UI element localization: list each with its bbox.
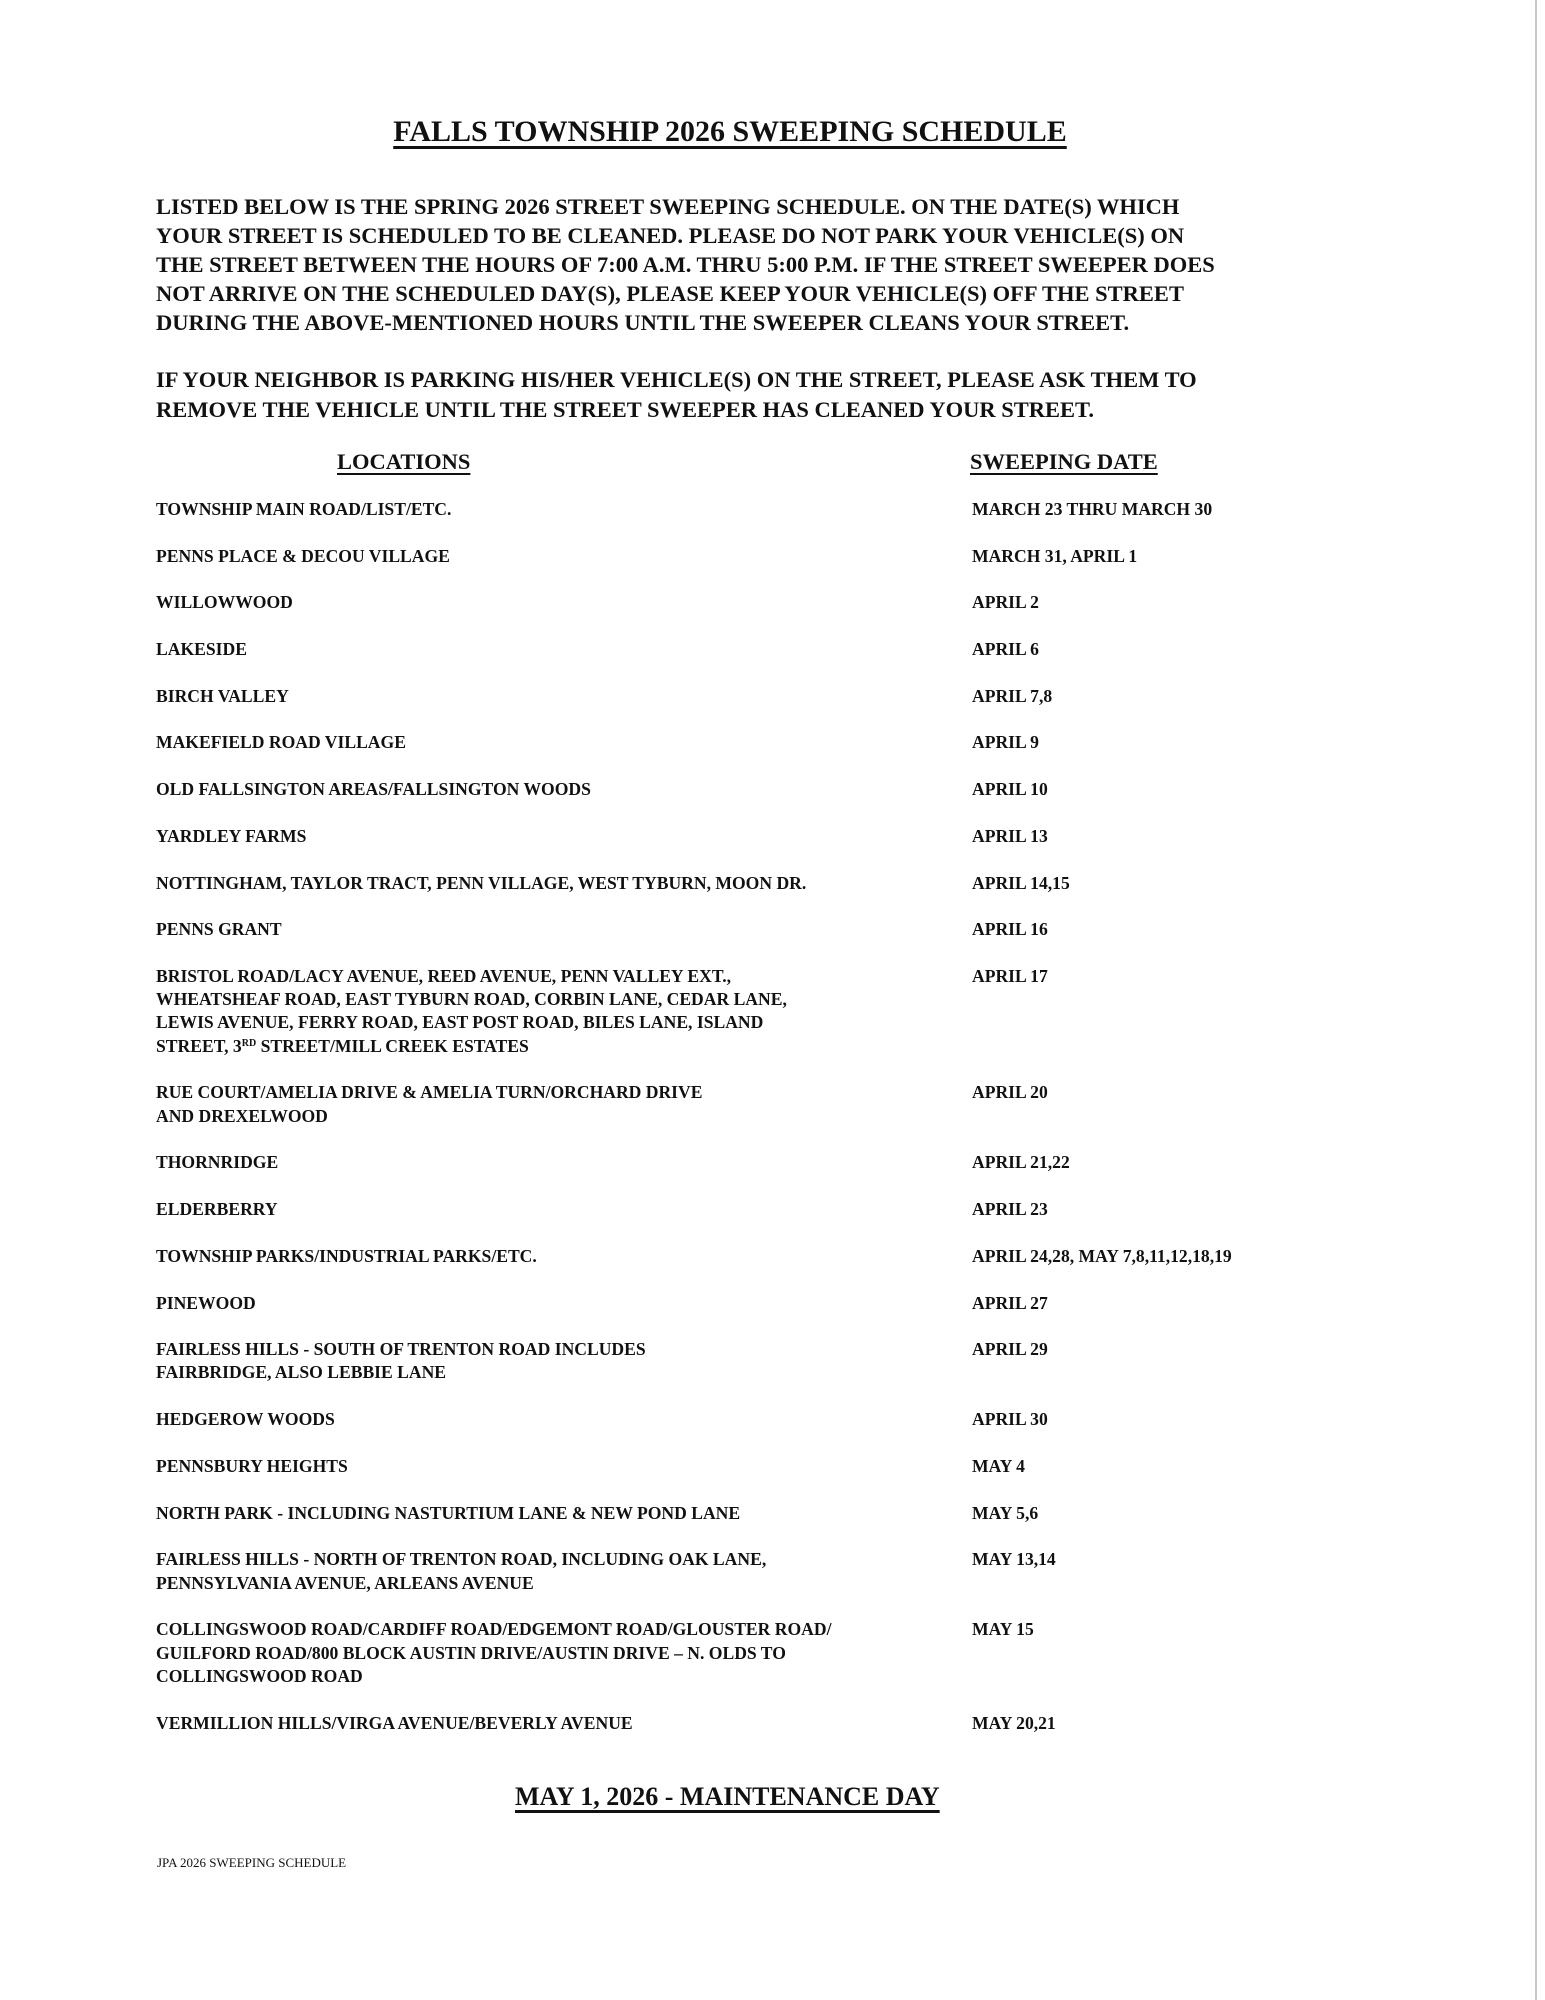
schedule-row bbox=[156, 638, 1456, 661]
schedule-row bbox=[156, 1151, 1456, 1174]
location-line-part: STREET, 3 bbox=[156, 1035, 242, 1056]
intro-line: LISTED BELOW IS THE SPRING 2026 STREET SWEEPING SCHEDULE. ON THE DATE(S) WHICH bbox=[156, 194, 1180, 219]
schedule-row bbox=[156, 545, 1456, 568]
location-cell bbox=[156, 1338, 972, 1385]
sweeping-date-cell: APRIL 27 bbox=[972, 1292, 1048, 1313]
location-cell bbox=[156, 1245, 972, 1268]
intro-line: YOUR STREET IS SCHEDULED TO BE CLEANED. PLEASE DO NOT PARK YOUR VEHICLE(S) ON bbox=[156, 223, 1185, 248]
maintenance-day-note: MAY 1, 2026 - MAINTENANCE DAY bbox=[515, 1782, 940, 1811]
location-cell bbox=[156, 1455, 972, 1478]
schedule-row bbox=[156, 1618, 1456, 1688]
sweeping-date-cell: APRIL 6 bbox=[972, 639, 1039, 660]
sweeping-date-cell: APRIL 2 bbox=[972, 592, 1039, 613]
sweeping-date-header: SWEEPING DATE bbox=[970, 449, 1158, 474]
location-line: HEDGEROW WOODS bbox=[156, 1409, 335, 1430]
location-line: COLLINGSWOOD ROAD bbox=[156, 1665, 363, 1686]
location-line: GUILFORD ROAD/800 BLOCK AUSTIN DRIVE/AUSTIN DRIVE – N. OLDS TO bbox=[156, 1642, 786, 1663]
location-cell bbox=[156, 1292, 972, 1315]
footer-label: JPA 2026 SWEEPING SCHEDULE bbox=[157, 1855, 347, 1870]
location-cell bbox=[156, 591, 972, 614]
schedule-row bbox=[156, 731, 1456, 754]
location-cell bbox=[156, 1548, 972, 1595]
sweeping-date-cell: APRIL 16 bbox=[972, 919, 1048, 940]
sweeping-date-cell: APRIL 10 bbox=[972, 779, 1048, 800]
sweeping-date-cell: MAY 4 bbox=[972, 1455, 1025, 1476]
location-line: TOWNSHIP MAIN ROAD/LIST/ETC. bbox=[156, 499, 452, 519]
location-line: VERMILLION HILLS/VIRGA AVENUE/BEVERLY AVENUE bbox=[156, 1712, 633, 1733]
location-cell bbox=[156, 918, 972, 941]
location-cell bbox=[156, 1151, 972, 1174]
schedule-row bbox=[156, 1548, 1456, 1595]
sweeping-date-cell: MAY 13,14 bbox=[972, 1549, 1056, 1570]
location-cell bbox=[156, 965, 972, 1058]
neighbor-paragraph bbox=[156, 365, 1197, 425]
location-cell bbox=[156, 1502, 972, 1525]
schedule-row bbox=[156, 498, 1456, 521]
schedule-row bbox=[156, 1245, 1456, 1268]
sweeping-date-cell: APRIL 9 bbox=[972, 732, 1039, 753]
neighbor-line: IF YOUR NEIGHBOR IS PARKING HIS/HER VEHICLE(S) ON THE STREET, PLEASE ASK THEM TO bbox=[156, 367, 1197, 392]
location-cell bbox=[156, 498, 972, 521]
schedule-row bbox=[156, 825, 1456, 848]
location-line: OLD FALLSINGTON AREAS/FALLSINGTON WOODS bbox=[156, 779, 591, 800]
location-line: NOTTINGHAM, TAYLOR TRACT, PENN VILLAGE, WEST TYBURN, MOON DR. bbox=[156, 872, 807, 893]
location-line: TOWNSHIP PARKS/INDUSTRIAL PARKS/ETC. bbox=[156, 1245, 537, 1266]
neighbor-line: REMOVE THE VEHICLE UNTIL THE STREET SWEEPER HAS CLEANED YOUR STREET. bbox=[156, 397, 1094, 422]
sweeping-date-cell: MAY 15 bbox=[972, 1619, 1034, 1640]
location-cell bbox=[156, 545, 972, 568]
sweeping-date-cell: APRIL 14,15 bbox=[972, 872, 1070, 893]
location-line: PENNS GRANT bbox=[156, 919, 282, 940]
sweeping-date-cell: APRIL 29 bbox=[972, 1339, 1048, 1360]
location-line: BRISTOL ROAD/LACY AVENUE, REED AVENUE, PENN VALLEY EXT., bbox=[156, 965, 732, 986]
page-title bbox=[0, 114, 1460, 150]
intro-line: THE STREET BETWEEN THE HOURS OF 7:00 A.M. THRU 5:00 P.M. IF THE STREET SWEEPER DOES bbox=[156, 252, 1215, 277]
intro-paragraph bbox=[156, 192, 1215, 337]
sweeping-date-cell: APRIL 24,28, MAY 7,8,11,12,18,19 bbox=[972, 1245, 1232, 1266]
sweeping-date-cell: APRIL 7,8 bbox=[972, 685, 1053, 706]
schedule-row bbox=[156, 1198, 1456, 1221]
sweeping-date-cell: APRIL 21,22 bbox=[972, 1152, 1070, 1173]
location-line: PENNSYLVANIA AVENUE, ARLEANS AVENUE bbox=[156, 1572, 534, 1593]
scan-edge-line bbox=[1535, 0, 1537, 2000]
location-cell bbox=[156, 1712, 972, 1735]
location-cell bbox=[156, 1618, 972, 1688]
location-line: LAKESIDE bbox=[156, 639, 247, 660]
schedule-row bbox=[156, 1712, 1456, 1735]
location-line: RUE COURT/AMELIA DRIVE & AMELIA TURN/ORCHARD DRIVE bbox=[156, 1082, 703, 1103]
location-line: PENNS PLACE & DECOU VILLAGE bbox=[156, 545, 450, 566]
sweeping-date-cell: MAY 20,21 bbox=[972, 1712, 1056, 1733]
sweeping-date-cell: APRIL 23 bbox=[972, 1199, 1048, 1220]
location-cell bbox=[156, 685, 972, 708]
location-line: PINEWOOD bbox=[156, 1292, 256, 1313]
location-line: WHEATSHEAF ROAD, EAST TYBURN ROAD, CORBIN LANE, CEDAR LANE, bbox=[156, 989, 787, 1010]
location-cell bbox=[156, 1408, 972, 1431]
sweeping-date-cell: APRIL 17 bbox=[972, 965, 1048, 986]
sweeping-date-cell: MARCH 23 THRU MARCH 30 bbox=[972, 499, 1213, 519]
schedule-row bbox=[156, 965, 1456, 1058]
location-line: NORTH PARK - INCLUDING NASTURTIUM LANE & NEW POND LANE bbox=[156, 1502, 741, 1523]
sweeping-date-cell: MAY 5,6 bbox=[972, 1502, 1039, 1523]
location-line: THORNRIDGE bbox=[156, 1152, 279, 1173]
schedule-row bbox=[156, 1081, 1456, 1128]
schedule-row bbox=[156, 1338, 1456, 1385]
sweeping-date-cell: APRIL 13 bbox=[972, 825, 1048, 846]
location-line: ELDERBERRY bbox=[156, 1199, 278, 1220]
location-line: YARDLEY FARMS bbox=[156, 825, 307, 846]
location-cell bbox=[156, 638, 972, 661]
schedule-row bbox=[156, 1455, 1456, 1478]
location-line: AND DREXELWOOD bbox=[156, 1105, 328, 1126]
location-line: MAKEFIELD ROAD VILLAGE bbox=[156, 732, 406, 753]
location-cell bbox=[156, 1081, 972, 1128]
schedule-row bbox=[156, 918, 1456, 941]
sweeping-date-cell: MARCH 31, APRIL 1 bbox=[972, 545, 1138, 566]
schedule-row bbox=[156, 591, 1456, 614]
schedule-row bbox=[156, 872, 1456, 895]
schedule-row bbox=[156, 1292, 1456, 1315]
schedule-row bbox=[156, 1502, 1456, 1525]
location-line: PENNSBURY HEIGHTS bbox=[156, 1455, 348, 1476]
schedule-table bbox=[156, 498, 1456, 1758]
location-line: FAIRBRIDGE, ALSO LEBBIE LANE bbox=[156, 1362, 447, 1383]
schedule-row bbox=[156, 685, 1456, 708]
location-line-part: STREET/MILL CREEK ESTATES bbox=[256, 1035, 529, 1056]
location-cell bbox=[156, 872, 972, 895]
sweeping-date-cell: APRIL 20 bbox=[972, 1082, 1048, 1103]
location-cell bbox=[156, 1198, 972, 1221]
sweeping-date-cell: APRIL 30 bbox=[972, 1409, 1048, 1430]
locations-header: LOCATIONS bbox=[337, 449, 471, 474]
schedule-row bbox=[156, 1408, 1456, 1431]
location-line: LEWIS AVENUE, FERRY ROAD, EAST POST ROAD, BILES LANE, ISLAND bbox=[156, 1012, 764, 1033]
location-line: FAIRLESS HILLS - NORTH OF TRENTON ROAD, INCLUDING OAK LANE, bbox=[156, 1549, 767, 1570]
intro-line: DURING THE ABOVE-MENTIONED HOURS UNTIL THE SWEEPER CLEANS YOUR STREET. bbox=[156, 310, 1130, 335]
intro-line: NOT ARRIVE ON THE SCHEDULED DAY(S), PLEASE KEEP YOUR VEHICLE(S) OFF THE STREET bbox=[156, 281, 1184, 306]
schedule-row bbox=[156, 778, 1456, 801]
location-cell bbox=[156, 731, 972, 754]
location-cell bbox=[156, 825, 972, 848]
location-cell bbox=[156, 778, 972, 801]
location-line: WILLOWWOOD bbox=[156, 592, 293, 613]
location-line bbox=[156, 1035, 972, 1058]
location-line: BIRCH VALLEY bbox=[156, 685, 289, 706]
ordinal-superscript: RD bbox=[241, 1037, 257, 1049]
location-line: COLLINGSWOOD ROAD/CARDIFF ROAD/EDGEMONT ROAD/GLOUSTER ROAD/ bbox=[156, 1619, 832, 1640]
location-line: FAIRLESS HILLS - SOUTH OF TRENTON ROAD INCLUDES bbox=[156, 1339, 646, 1360]
page-title-text: FALLS TOWNSHIP 2026 SWEEPING SCHEDULE bbox=[393, 115, 1067, 148]
